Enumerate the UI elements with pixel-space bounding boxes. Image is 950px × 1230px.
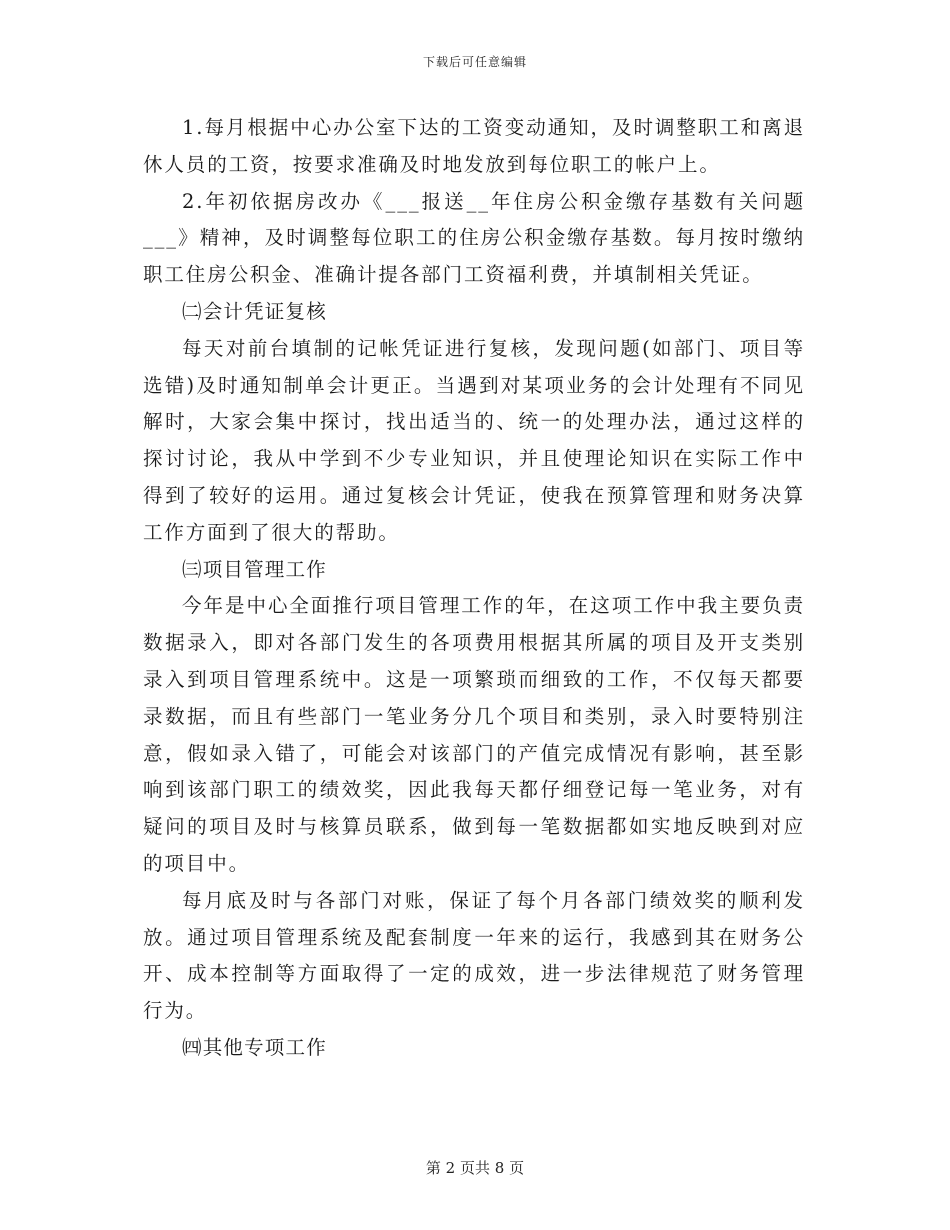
section-heading-voucher-review: ㈡会计凭证复核 <box>182 299 327 323</box>
section-heading-other-work: ㈣其他专项工作 <box>182 1035 327 1059</box>
paragraph-project-management: 今年是中心全面推行项目管理工作的年，在这项工作中我主要负责数据录入，即对各部门发生的各项费用根据其所属的项目及开支类别录入到项目管理系统中。这是一项繁琐而细致的工作，不仅每天都要录数据，而且有些部门一笔业务分几个项目和类别，录入时要特别注意，假如录入错了，可能会对该部门的产值完成情况有影响，甚至影响到该部门职工的绩效奖，因此我每天都仔细登记每一笔业务，对有疑问的项目及时与核算员联系，做到每一笔数据都如实地反映到对应的项目中。 <box>143 594 805 875</box>
document-body <box>143 110 805 1067</box>
page-footer: 第 2 页共 8 页 <box>425 1159 525 1177</box>
section-heading-project-management: ㈢项目管理工作 <box>182 557 327 581</box>
paragraph-housing-fund: 2.年初依据房改办《___报送__年住房公积金缴存基数有关问题___》精神，及时调整每位职工的住房公积金缴存基数。每月按时缴纳职工住房公积金、准确计提各部门工资福利费，并填制相关凭证。 <box>143 189 805 287</box>
paragraph-reconciliation: 每月底及时与各部门对账，保证了每个月各部门绩效奖的顺利发放。通过项目管理系统及配套制度一年来的运行，我感到其在财务公开、成本控制等方面取得了一定的成效，进一步法律规范了财务管理行为。 <box>143 888 805 1023</box>
paragraph-salary-notice: 1.每月根据中心办公室下达的工资变动通知，及时调整职工和离退休人员的工资，按要求准确及时地发放到每位职工的帐户上。 <box>143 116 805 176</box>
page-header: 下载后可任意编辑 <box>422 55 527 69</box>
paragraph-voucher-review: 每天对前台填制的记帐凭证进行复核，发现问题(如部门、项目等选错)及时通知制单会计更正。当遇到对某项业务的会计处理有不同见解时，大家会集中探讨，找出适当的、统一的处理办法，通过这样的探讨讨论，我从中学到不少专业知识，并且使理论知识在实际工作中得到了较好的运用。通过复核会计凭证，使我在预算管理和财务决算工作方面到了很大的帮助。 <box>143 336 805 544</box>
